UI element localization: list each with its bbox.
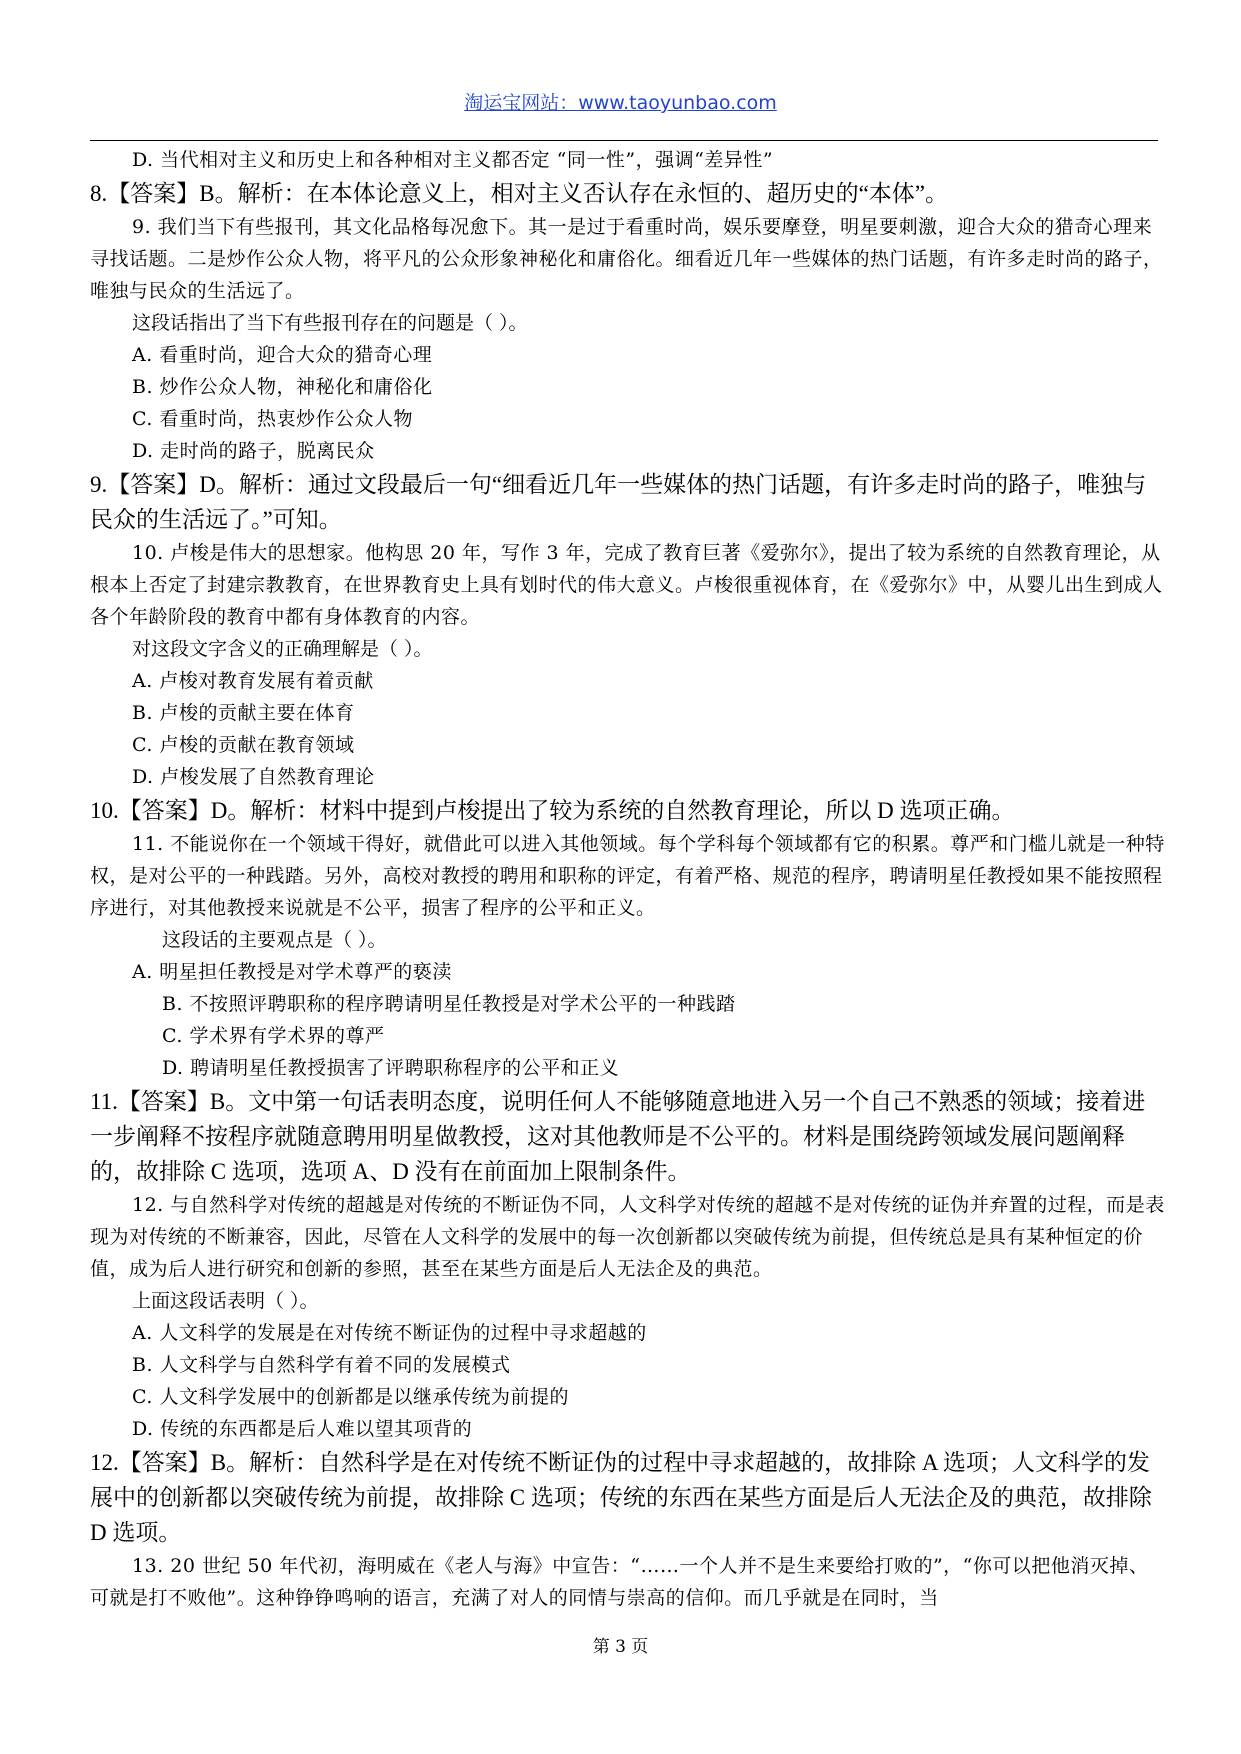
q9-option-c: C. 看重时尚，热衷炒作公众人物 <box>132 408 413 430</box>
q9-option-a: A. 看重时尚，迎合大众的猎奇心理 <box>132 344 433 366</box>
site-label: 网站： <box>521 92 579 114</box>
q11-text: 11. 不能说你在一个领域干得好，就借此可以进入其他领域。每个学科每个领域都有它的积累。尊严和门槛儿就是一种特权，是对公平的一种践踏。另外，高校对教授的聘用和职称的评定，有着严格、规范的程序，聘请明星任教授如果不能按照程序进行，对其他教授来说就是不公平，损害了程序的公平和正义。 <box>90 833 1165 919</box>
q9-option-d: D. 走时尚的路子，脱离民众 <box>132 440 375 462</box>
q10-option-c: C. 卢梭的贡献在教育领域 <box>132 734 355 756</box>
q11-option-d: D. 聘请明星任教授损害了评聘职称程序的公平和正义 <box>162 1057 620 1079</box>
page-number: 第 3 页 <box>592 1637 649 1657</box>
q11-answer: 11.【答案】B。文中第一句话表明态度，说明任何人不能够随意地进入另一个自己不熟悉的领域；接着进一步阐释不按程序就随意聘用明星做教授，这对其他教师是不公平的。材料是围绕跨领域发展问题阐释的，故排除 C 选项，选项 A、D 没有在前面加上限制条件。 <box>90 1089 1146 1184</box>
q12-option-b: B. 人文科学与自然科学有着不同的发展模式 <box>132 1354 511 1376</box>
q11-ask: 这段话的主要观点是（ ）。 <box>162 929 387 951</box>
q12-option-a: A. 人文科学的发展是在对传统不断证伪的过程中寻求超越的 <box>132 1322 647 1344</box>
document-body <box>90 144 1165 1614</box>
q11-option-c: C. 学术界有学术界的尊严 <box>162 1025 385 1047</box>
q11-option-a: A. 明星担任教授是对学术尊严的亵渎 <box>132 961 452 983</box>
q9-text: 9. 我们当下有些报刊，其文化品格每况愈下。其一是过于看重时尚，娱乐要摩登，明星要刺激，迎合大众的猎奇心理来寻找话题。二是炒作公众人物，将平凡的公众形象神秘化和庸俗化。细看近几年一些媒体的热门话题，有许多走时尚的路子，唯独与民众的生活远了。 <box>90 216 1163 302</box>
brand-link[interactable]: 淘运宝 <box>464 92 522 114</box>
q12-ask: 上面这段话表明（ ）。 <box>132 1290 319 1312</box>
q9-answer: 9.【答案】D。解析：通过文段最后一句“细看近几年一些媒体的热门话题，有许多走时尚的路子，唯独与民众的生活远了。”可知。 <box>90 472 1147 532</box>
q10-option-b: B. 卢梭的贡献主要在体育 <box>132 702 355 724</box>
q12-text: 12. 与自然科学对传统的超越是对传统的不断证伪不同，人文科学对传统的超越不是对传统的证伪并弃置的过程，而是表现为对传统的不断兼容，因此，尽管在人文科学的发展中的每一次创新都以突破传统为前提，但传统总是具有某种恒定的价值，成为后人进行研究和创新的参照，甚至在某些方面是后人无法企及的典范。 <box>90 1194 1165 1280</box>
q12-option-c: C. 人文科学发展中的创新都是以继承传统为前提的 <box>132 1386 569 1408</box>
q10-text: 10. 卢梭是伟大的思想家。他构思 20 年，写作 3 年，完成了教育巨著《爱弥尔》，提出了较为系统的自然教育理论，从根本上否定了封建宗教教育，在世界教育史上具有划时代的伟大意义。卢梭很重视体育，在《爱弥尔》中，从婴儿出生到成人各个年龄阶段的教育中都有身体教育的内容。 <box>90 542 1163 628</box>
site-url-link[interactable]: www.taoyunbao.com <box>578 92 777 114</box>
q13-text: 13. 20 世纪 50 年代初，海明威在《老人与海》中宣告：“……一个人并不是生来要给打败的”，“你可以把他消灭掉、可就是打不败他”。这种铮铮鸣响的语言，充满了对人的同情与崇高的信仰。而几乎就是在同时，当 <box>90 1555 1149 1609</box>
q12-option-d: D. 传统的东西都是后人难以望其项背的 <box>132 1418 473 1440</box>
header-rule <box>90 140 1158 141</box>
q9-option-b: B. 炒作公众人物，神秘化和庸俗化 <box>132 376 433 398</box>
q10-answer: 10.【答案】D。解析：材料中提到卢梭提出了较为系统的自然教育理论，所以 D 选项正确。 <box>90 798 1015 823</box>
q9-ask: 这段话指出了当下有些报刊存在的问题是（ ）。 <box>132 312 528 334</box>
q8-option-d: D. 当代相对主义和历史上和各种相对主义都否定 “同一性”，强调“差异性” <box>132 149 774 171</box>
q12-answer: 12.【答案】B。解析：自然科学是在对传统不断证伪的过程中寻求超越的，故排除 A 选项；人文科学的发展中的创新都以突破传统为前提，故排除 C 选项；传统的东西在某些方面是后人无法企及的典范，故排除 D 选项。 <box>90 1450 1152 1545</box>
q8-answer: 8.【答案】B。解析：在本体论意义上，相对主义否认存在永恒的、超历史的“本体”。 <box>90 181 949 206</box>
q11-option-b: B. 不按照评聘职称的程序聘请明星任教授是对学术公平的一种践踏 <box>162 993 736 1015</box>
page-header <box>0 88 1241 115</box>
q10-ask: 对这段文字含义的正确理解是（ ）。 <box>132 638 433 660</box>
q10-option-a: A. 卢梭对教育发展有着贡献 <box>132 670 374 692</box>
q10-option-d: D. 卢梭发展了自然教育理论 <box>132 766 375 788</box>
